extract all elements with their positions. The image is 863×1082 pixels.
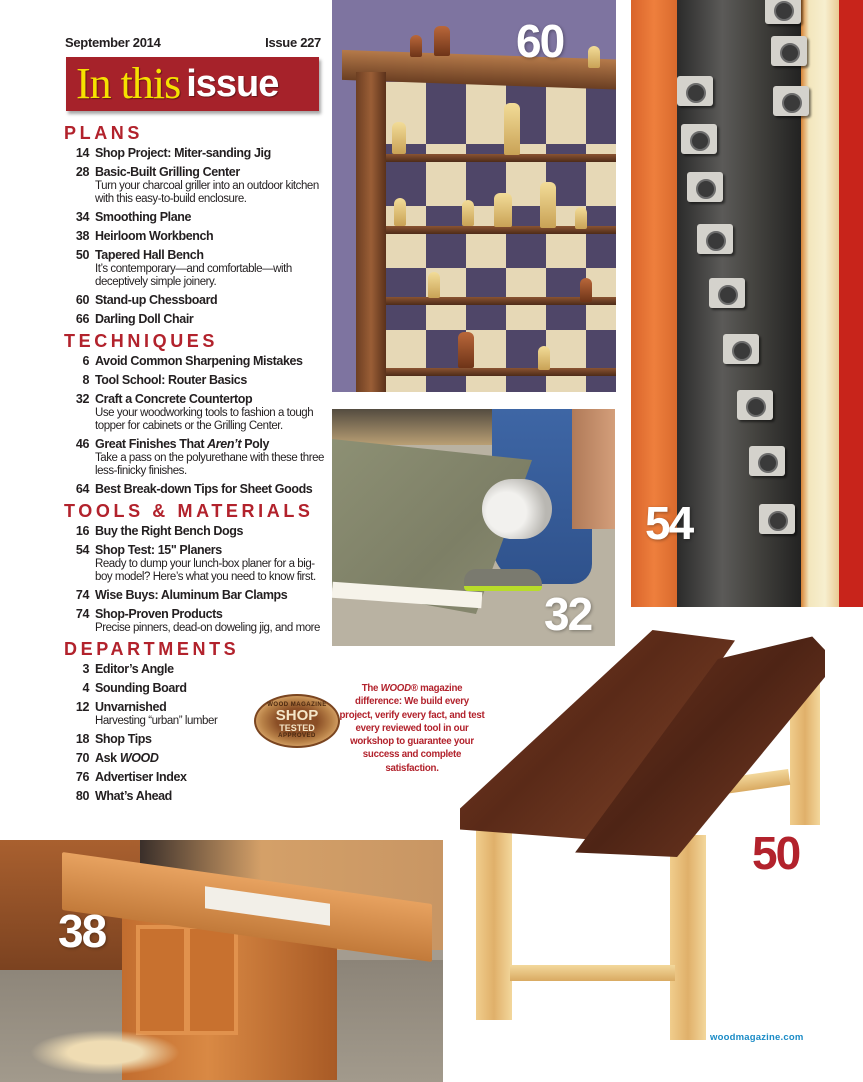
chessboard-shelf — [386, 154, 616, 162]
chessboard-squares — [386, 82, 616, 392]
photo-page-label: 38 — [58, 905, 106, 957]
entry-title: Avoid Common Sharpening Mistakes — [95, 354, 303, 368]
entry-title: Darling Doll Chair — [95, 312, 194, 326]
entry-page: 38 — [75, 229, 89, 243]
toc-entry[interactable] — [64, 312, 329, 327]
chess-piece-icon — [580, 278, 592, 302]
entry-title — [95, 437, 329, 452]
cutter-insert-icon — [687, 172, 723, 202]
entry-page: 16 — [75, 524, 89, 538]
entry-title: Advertiser Index — [95, 770, 187, 784]
entry-title: Shop Tips — [95, 732, 152, 746]
entry-title: Shop-Proven Products — [95, 607, 223, 621]
chess-piece-icon — [575, 207, 587, 229]
toc-entry[interactable] — [64, 165, 329, 206]
section-title-plans: PLANS — [64, 123, 144, 143]
entry-title — [95, 751, 158, 766]
chess-piece-icon — [538, 346, 550, 370]
cutter-insert-icon — [723, 334, 759, 364]
photo-page-label: 32 — [544, 588, 592, 640]
entry-title-emphasis: Aren’t — [207, 437, 242, 451]
entry-description: Use your woodworking tools to fashion a tough topper for cabinets or the Grilling Center. — [95, 407, 314, 432]
toc-entry[interactable] — [64, 482, 329, 497]
entry-page: 34 — [75, 210, 89, 224]
entry-title: Tapered Hall Bench — [95, 248, 204, 262]
cutter-insert-icon — [773, 86, 809, 116]
entry-title-text: Poly — [241, 437, 269, 451]
entry-page: 70 — [75, 751, 89, 765]
photo-page-label: 54 — [645, 497, 693, 549]
planer-photo[interactable] — [631, 0, 863, 607]
entry-page: 6 — [82, 354, 89, 368]
website-link[interactable]: woodmagazine.com — [710, 1032, 804, 1043]
photo-page-label: 50 — [752, 827, 800, 879]
entry-page: 66 — [75, 312, 89, 326]
entry-title-emphasis: WOOD — [119, 751, 159, 765]
blurb-text: ® magazine difference: We build every project, verify every fact, and test every reviewed tool in our workshop to guarantee your success and complete satisfaction. — [339, 683, 485, 774]
toc-entry[interactable] — [64, 607, 329, 635]
chess-piece-icon — [540, 182, 556, 228]
entry-title: Editor’s Angle — [95, 662, 174, 676]
entry-title: Wise Buys: Aluminum Bar Clamps — [95, 588, 288, 602]
worker-shoe — [464, 569, 542, 591]
chess-piece-icon — [434, 26, 450, 56]
chess-piece-icon — [462, 200, 474, 226]
toc-entry[interactable] — [64, 229, 329, 244]
toc-entry[interactable] — [64, 789, 329, 804]
cutter-insert-icon — [737, 390, 773, 420]
entry-description: Turn your charcoal griller into an outdoor kitchen with this easy-to-build enclosure. — [95, 180, 319, 205]
banner-title-part1: In this — [76, 59, 181, 108]
hall-bench-photo[interactable] — [450, 620, 863, 1045]
entry-page: 76 — [75, 770, 89, 784]
bench-leg — [670, 835, 706, 1040]
chess-piece-icon — [410, 35, 422, 57]
cutter-insert-icon — [765, 0, 801, 24]
workbench-photo[interactable] — [0, 840, 443, 1082]
entry-title: Stand-up Chessboard — [95, 293, 218, 307]
toc-entry[interactable] — [64, 524, 329, 539]
chess-piece-icon — [458, 332, 474, 368]
entry-description: Take a pass on the polyurethane with these three less-finicky finishes. — [95, 452, 325, 477]
entry-page: 28 — [75, 165, 89, 179]
entry-page: 54 — [75, 543, 89, 557]
entry-title: Smoothing Plane — [95, 210, 192, 224]
toc-entry[interactable] — [64, 437, 329, 478]
toc-entry[interactable] — [64, 588, 329, 603]
toc-entry[interactable] — [64, 354, 329, 369]
sander-icon — [482, 479, 552, 539]
issue-header — [65, 35, 321, 50]
entry-title: Tool School: Router Basics — [95, 373, 247, 387]
banner-title-part2: issue — [186, 63, 279, 105]
section-title-tools-materials: TOOLS & MATERIALS — [64, 501, 314, 521]
entry-description: It’s contemporary—and comfortable—with deceptively simple joinery. — [95, 263, 292, 288]
toc-entry[interactable] — [64, 293, 329, 308]
chess-piece-icon — [494, 193, 512, 227]
entry-page: 14 — [75, 146, 89, 160]
entry-page: 50 — [75, 248, 89, 262]
concrete-countertop-photo[interactable] — [332, 409, 615, 646]
cutter-insert-icon — [709, 278, 745, 308]
toc-entry[interactable] — [64, 248, 329, 289]
entry-title: Shop Project: Miter-sanding Jig — [95, 146, 271, 160]
chess-piece-icon — [504, 103, 520, 155]
workbench-door-panel — [136, 925, 188, 1035]
wood-difference-blurb — [338, 682, 486, 775]
toc-entry[interactable] — [64, 662, 329, 677]
entry-title: Sounding Board — [95, 681, 187, 695]
entry-title: Heirloom Workbench — [95, 229, 214, 243]
cutter-insert-icon — [677, 76, 713, 106]
wood-shavings — [30, 1030, 180, 1075]
entry-description: Ready to dump your lunch-box planer for a big-boy model? Here’s what you need to know first. — [95, 558, 316, 583]
blurb-text: The — [361, 683, 381, 694]
toc-entry[interactable] — [64, 392, 329, 433]
entry-title: Craft a Concrete Countertop — [95, 392, 253, 406]
planer-body — [839, 0, 863, 607]
issue-date: September 2014 — [65, 35, 161, 50]
entry-page: 74 — [75, 607, 89, 621]
chess-piece-icon — [394, 198, 406, 226]
toc-entry[interactable] — [64, 543, 329, 584]
section-title-departments: DEPARTMENTS — [64, 639, 240, 659]
badge-sub-text: TESTED — [279, 723, 315, 733]
entry-title: Basic-Built Grilling Center — [95, 165, 240, 179]
badge-top-text: WOOD MAGAZINE — [267, 702, 327, 708]
entry-page: 32 — [75, 392, 89, 406]
toc-entry[interactable] — [64, 373, 329, 388]
entry-description: Precise pinners, dead-on doweling jig, and more — [95, 622, 320, 634]
worker-arm — [572, 409, 615, 529]
entry-title-text: Ask — [95, 751, 120, 765]
entry-title: What’s Ahead — [95, 789, 172, 803]
section-title-techniques: TECHNIQUES — [64, 331, 219, 351]
blurb-emphasis: WOOD — [380, 683, 411, 694]
entry-title: Buy the Right Bench Dogs — [95, 524, 244, 538]
entry-description: Harvesting “urban” lumber — [95, 715, 218, 727]
cutter-insert-icon — [759, 504, 795, 534]
bench-stretcher — [510, 965, 675, 981]
entry-page: 60 — [75, 293, 89, 307]
entry-page: 3 — [82, 662, 89, 676]
toc-entry[interactable] — [64, 146, 329, 161]
chess-piece-icon — [428, 272, 440, 298]
entry-title-text: Great Finishes That — [95, 437, 208, 451]
chess-piece-icon — [588, 46, 600, 68]
chess-piece-icon — [392, 122, 406, 154]
shop-tested-badge-icon — [254, 694, 340, 748]
entry-page: 12 — [75, 700, 89, 714]
entry-page: 46 — [75, 437, 89, 451]
bench-leg — [476, 820, 512, 1020]
badge-main-text: SHOP — [275, 707, 319, 724]
entry-title: Shop Test: 15" Planers — [95, 543, 222, 557]
chessboard-photo[interactable] — [332, 0, 616, 392]
badge-bottom-text: APPROVED — [278, 733, 316, 739]
entry-page: 80 — [75, 789, 89, 803]
toc-entry[interactable] — [64, 751, 329, 766]
cutter-insert-icon — [771, 36, 807, 66]
entry-title: Unvarnished — [95, 700, 167, 714]
entry-page: 74 — [75, 588, 89, 602]
toc-entry[interactable] — [64, 210, 329, 225]
chessboard-shelf — [386, 368, 616, 376]
entry-page: 18 — [75, 732, 89, 746]
photo-page-label: 60 — [516, 15, 564, 67]
workbench-door-panel — [186, 925, 238, 1035]
entry-page: 64 — [75, 482, 89, 496]
cutter-insert-icon — [697, 224, 733, 254]
toc-entry[interactable] — [64, 770, 329, 785]
entry-page: 8 — [82, 373, 89, 387]
chessboard-side-frame — [356, 72, 386, 392]
entry-page: 4 — [82, 681, 89, 695]
cutter-insert-icon — [681, 124, 717, 154]
entry-title: Best Break-down Tips for Sheet Goods — [95, 482, 313, 496]
in-this-issue-banner — [66, 57, 319, 111]
cutter-insert-icon — [749, 446, 785, 476]
issue-number: Issue 227 — [265, 35, 321, 50]
